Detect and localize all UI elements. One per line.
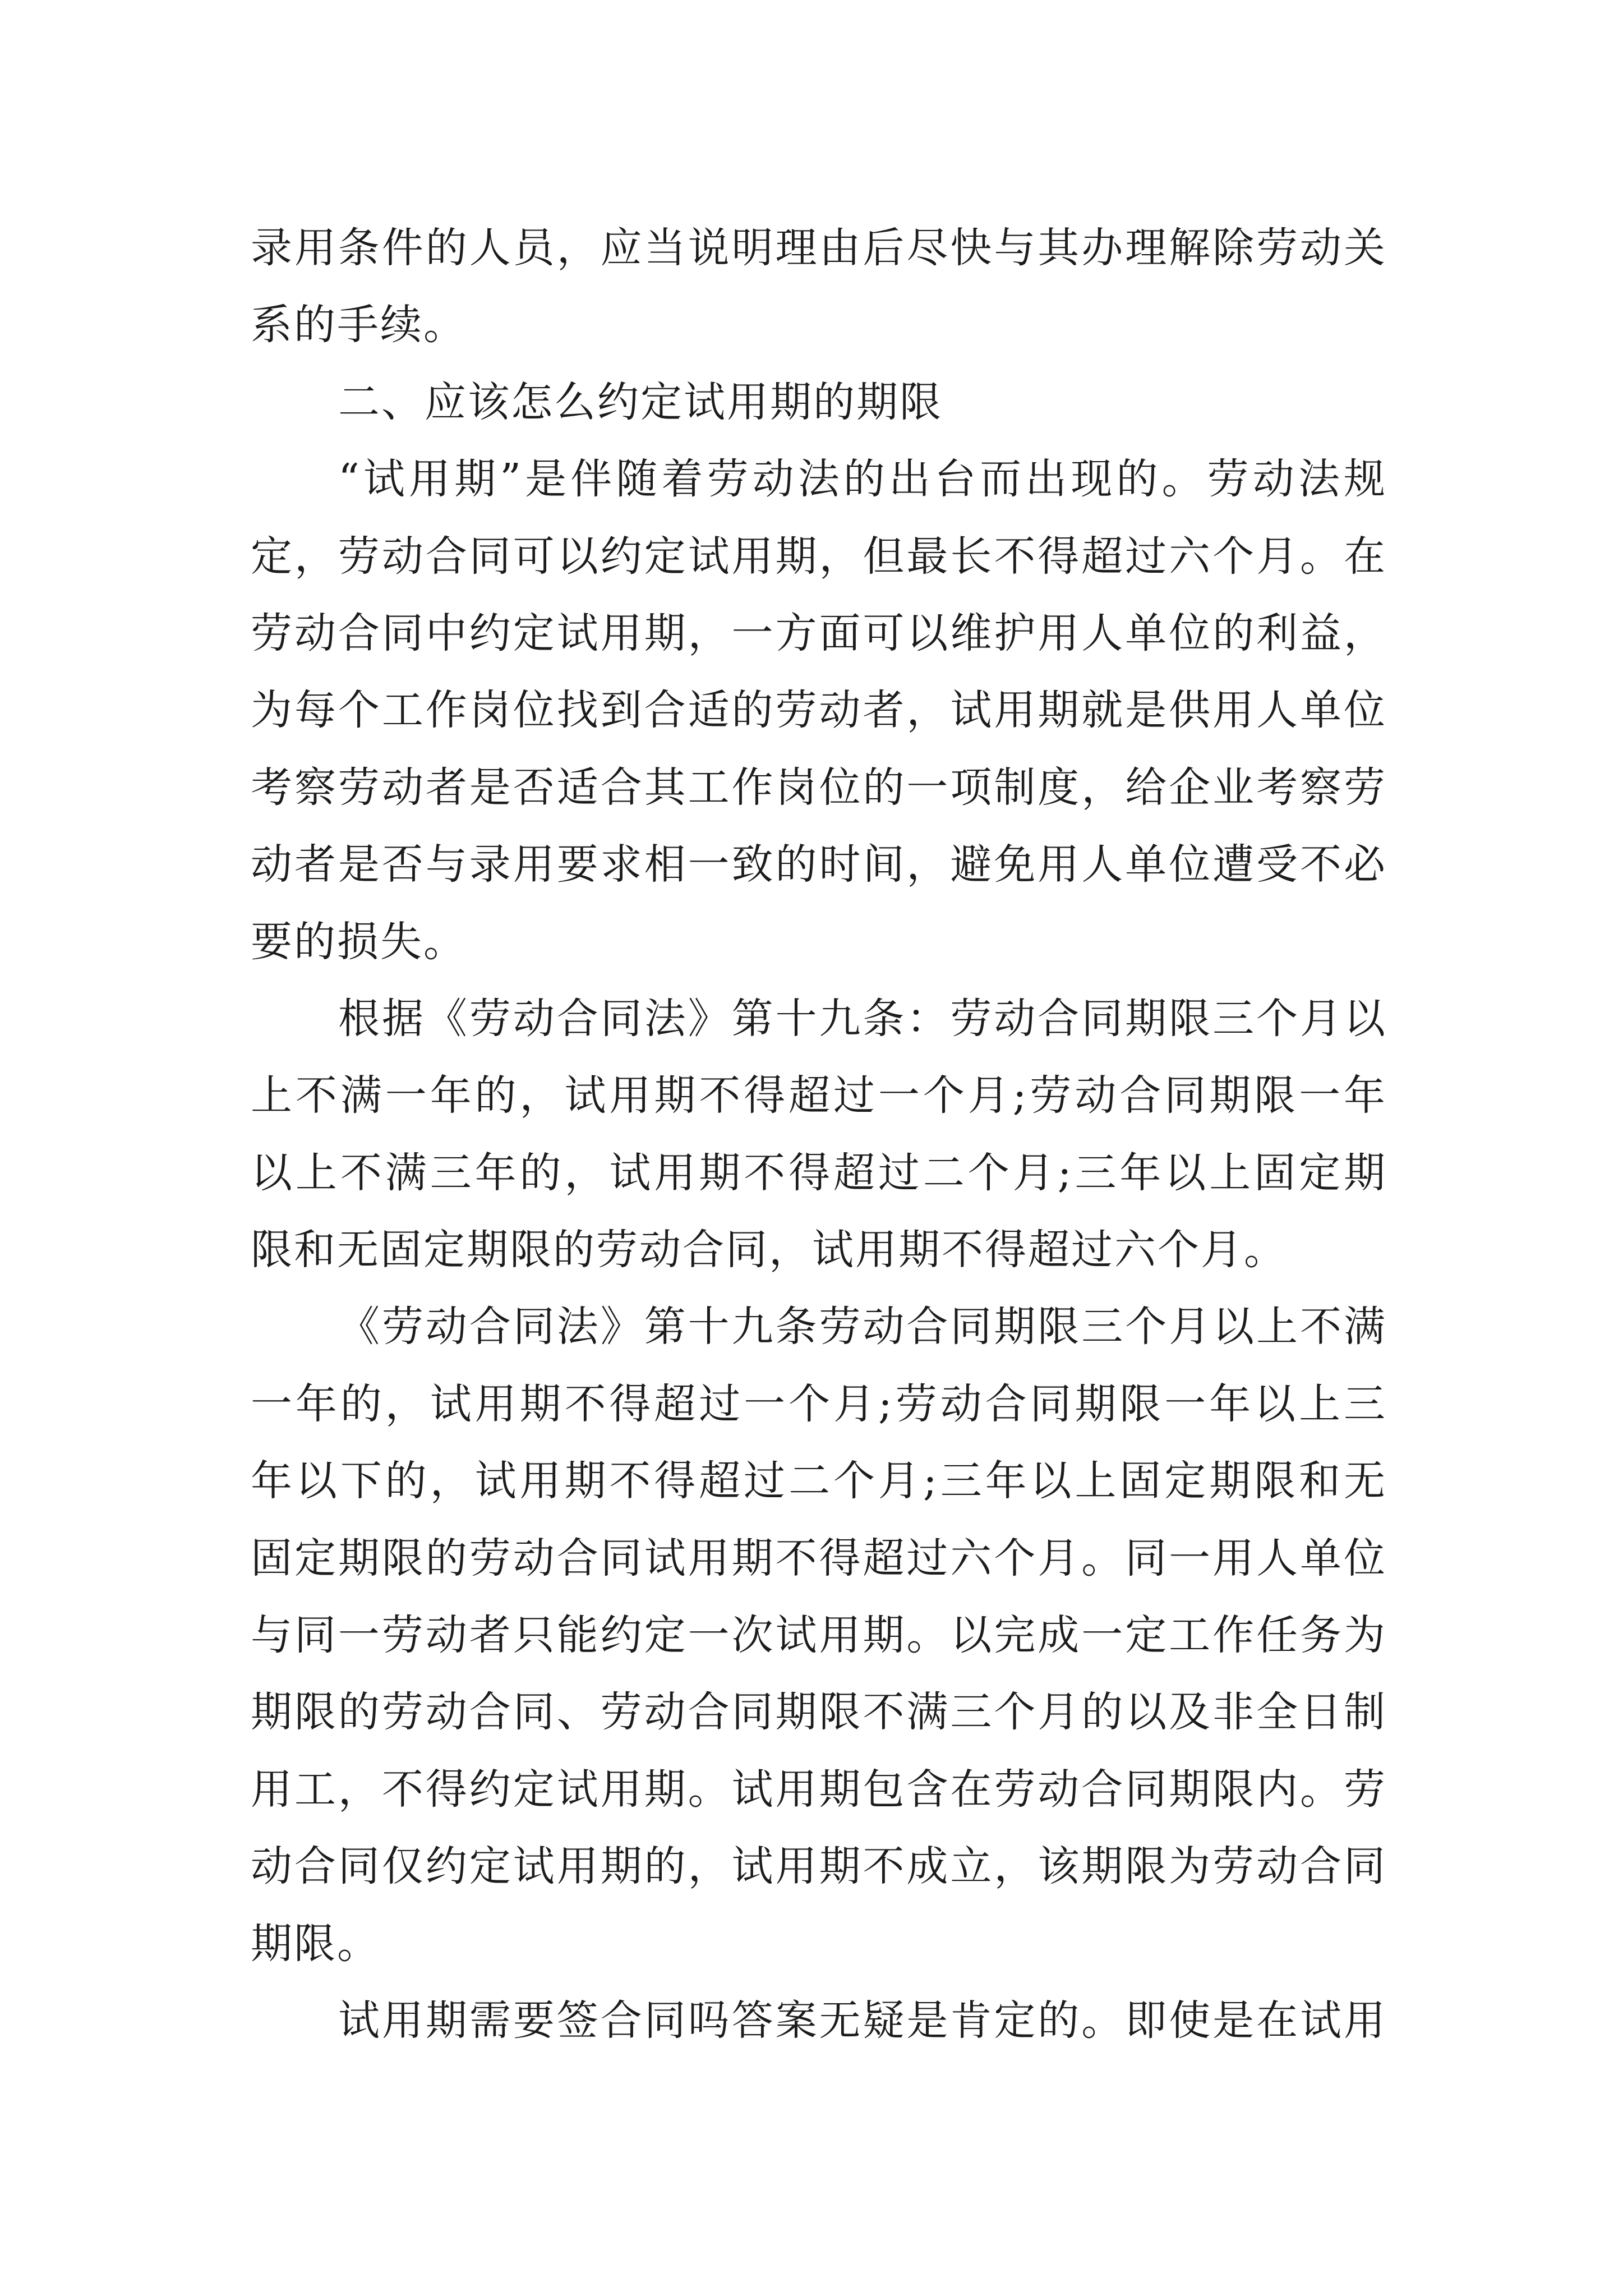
text-line: 要的损失。 xyxy=(251,917,467,966)
heading-line: 二、应该怎么约定试用期的期限 xyxy=(338,378,943,426)
text-line: 动者是否与录用要求相一致的时间，避免用人单位遭受不必 xyxy=(251,840,1387,889)
text-line: 根据《劳动合同法》第十九条：劳动合同期限三个月以 xyxy=(338,994,1387,1043)
paragraph-probation-intro xyxy=(251,441,1387,981)
document-body xyxy=(251,210,1387,2059)
text-line: 期限的劳动合同、劳动合同期限不满三个月的以及非全日制 xyxy=(251,1688,1387,1737)
text-line: 固定期限的劳动合同试用期不得超过六个月。同一用人单位 xyxy=(251,1534,1387,1582)
text-line: 一年的，试用期不得超过一个月;劳动合同期限一年以上三 xyxy=(251,1379,1387,1428)
text-line: 系的手续。 xyxy=(251,301,467,349)
text-line: 试用期需要签合同吗答案无疑是肯定的。即使是在试用 xyxy=(338,1996,1387,2045)
text-line: 与同一劳动者只能约定一次试用期。以完成一定工作任务为 xyxy=(251,1611,1387,1660)
text-line: “试用期”是伴随着劳动法的出台而出现的。劳动法规 xyxy=(338,455,1387,504)
text-line: 定，劳动合同可以约定试用期，但最长不得超过六个月。在 xyxy=(251,532,1387,581)
paragraph-article-19 xyxy=(251,981,1387,1289)
paragraph-contract-question xyxy=(251,1982,1387,2059)
text-line: 年以下的，试用期不得超过二个月;三年以上固定期限和无 xyxy=(251,1457,1387,1506)
text-line: 《劳动合同法》第十九条劳动合同期限三个月以上不满 xyxy=(338,1303,1387,1351)
text-line: 为每个工作岗位找到合适的劳动者，试用期就是供用人单位 xyxy=(251,686,1387,735)
text-line: 动合同仅约定试用期的，试用期不成立，该期限为劳动合同 xyxy=(251,1842,1387,1891)
text-line: 劳动合同中约定试用期，一方面可以维护用人单位的利益， xyxy=(251,609,1387,657)
text-line: 用工，不得约定试用期。试用期包含在劳动合同期限内。劳 xyxy=(251,1765,1387,1814)
text-line: 录用条件的人员，应当说明理由后尽快与其办理解除劳动关 xyxy=(251,224,1387,272)
text-line: 限和无固定期限的劳动合同，试用期不得超过六个月。 xyxy=(251,1226,1287,1274)
paragraph-continuation xyxy=(251,210,1387,364)
section-heading xyxy=(251,364,1387,441)
text-line: 以上不满三年的，试用期不得超过二个月;三年以上固定期 xyxy=(251,1148,1387,1197)
text-line: 上不满一年的，试用期不得超过一个月;劳动合同期限一年 xyxy=(251,1071,1387,1120)
text-line: 考察劳动者是否适合其工作岗位的一项制度，给企业考察劳 xyxy=(251,763,1387,812)
text-line: 期限。 xyxy=(251,1919,380,1968)
paragraph-article-19-full xyxy=(251,1289,1387,1982)
